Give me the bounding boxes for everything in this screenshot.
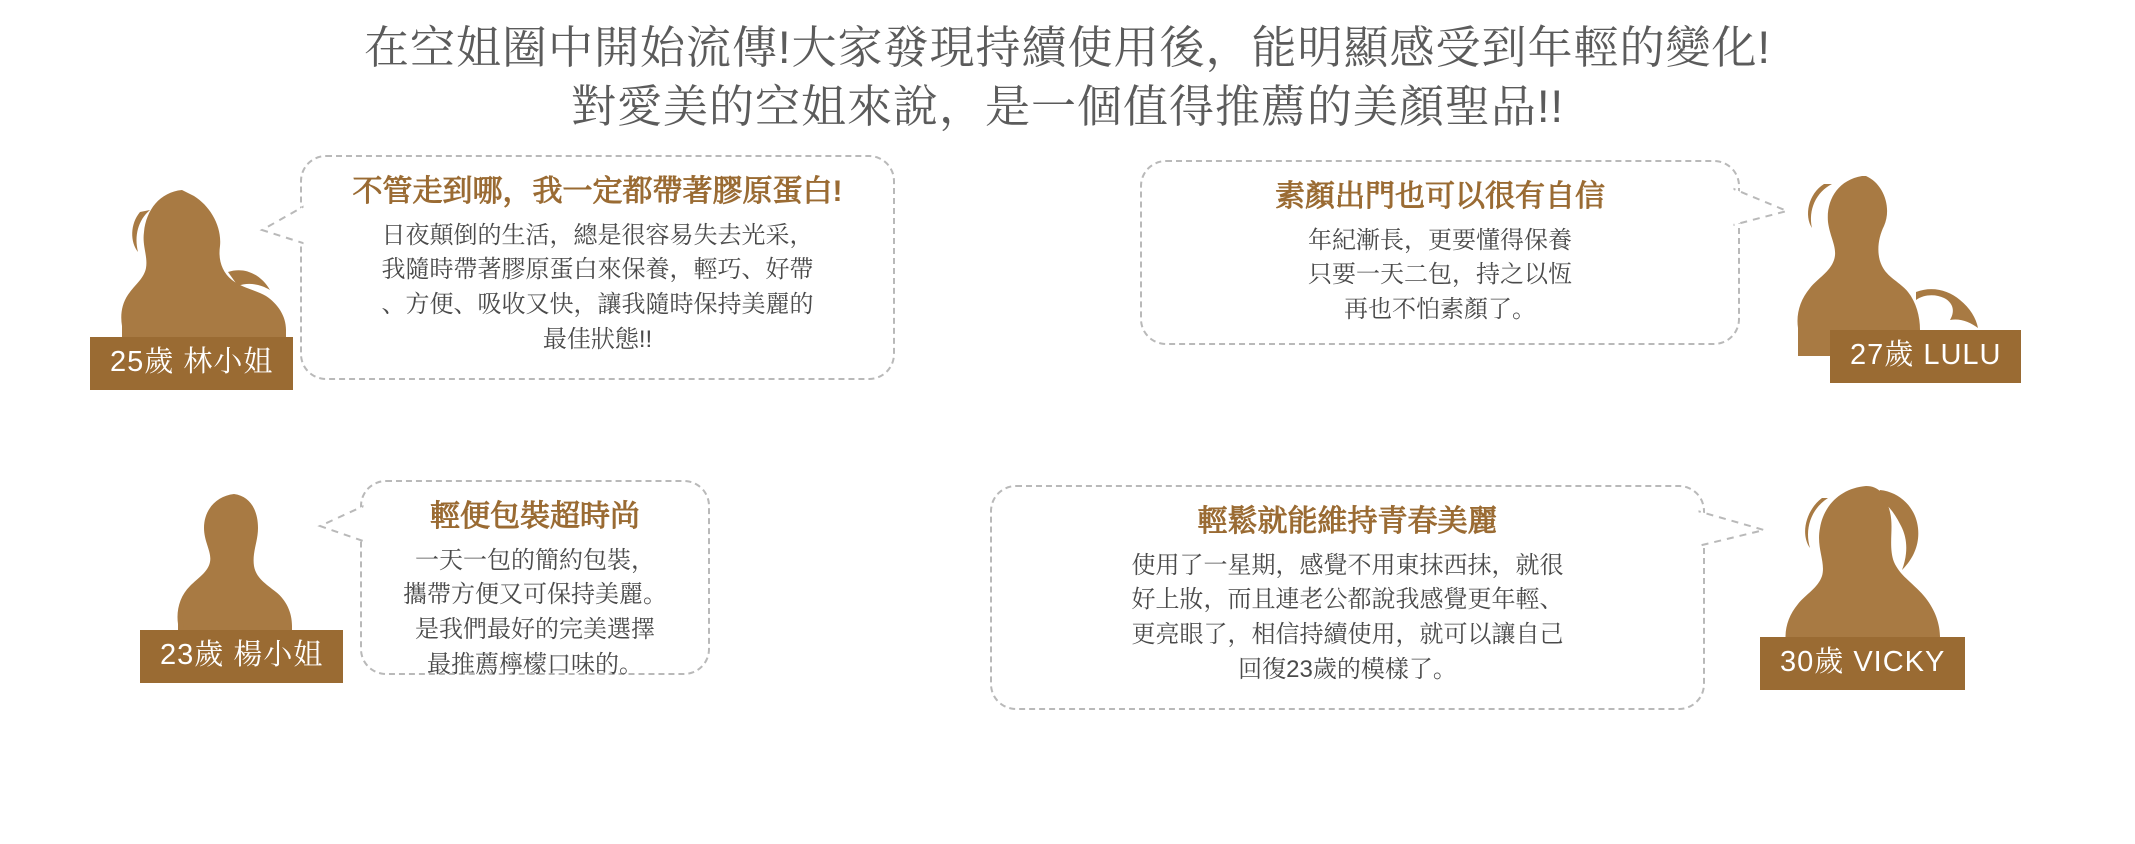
testimonial-3 <box>160 490 960 780</box>
bubble-body-2: 年紀漸長，更要懂得保養 只要一天二包，持之以恆 再也不怕素顏了。 <box>1308 226 1572 324</box>
testimonial-4 <box>1000 490 2060 790</box>
bubble-title-2: 素顏出門也可以很有自信 <box>1275 180 1605 213</box>
badge-name-2: 27歲 LULU <box>1830 330 2021 383</box>
bubble-body-4: 使用了一星期，感覺不用東抹西抹，就很 好上妝，而且連老公都說我感覺更年輕、 更亮眼了，相信持續使用，就可以讓自己 回復23歲的模樣了。 <box>1131 551 1564 683</box>
page-title <box>0 18 2135 137</box>
badge-name-1: 25歲 林小姐 <box>90 337 293 390</box>
bubble-title-4: 輕鬆就能維持青春美麗 <box>1197 505 1498 538</box>
speech-bubble-2 <box>1140 160 1740 345</box>
bubble-title-1: 不管走到哪，我一定都帶著膠原蛋白! <box>352 175 843 208</box>
badge-name-4: 30歲 VICKY <box>1760 637 1965 690</box>
bubble-title-3: 輕便包裝超時尚 <box>430 500 640 533</box>
speech-bubble-4 <box>990 485 1705 710</box>
headline-line-2: 對愛美的空姐來說，是一個值得推薦的美顏聖品!! <box>570 81 1564 133</box>
bubble-body-1: 日夜顛倒的生活，總是很容易失去光采， 我隨時帶著膠原蛋白來保養，輕巧、好帶 、方便、吸收又快，讓我隨時保持美麗的 最佳狀態!! <box>381 221 814 353</box>
testimonial-2 <box>1140 175 2040 475</box>
badge-name-3: 23歲 楊小姐 <box>140 630 343 683</box>
headline-line-1: 在空姐圈中開始流傳!大家發現持續使用後，能明顯感受到年輕的變化! <box>363 22 1771 73</box>
speech-bubble-1 <box>300 155 895 380</box>
testimonial-1 <box>110 175 1090 480</box>
speech-bubble-3 <box>360 480 710 678</box>
bubble-body-3: 一天一包的簡約包裝， 攜帶方便又可保持美麗。 是我們最好的完美選擇 最推薦檸檬口味的。 <box>403 546 667 678</box>
